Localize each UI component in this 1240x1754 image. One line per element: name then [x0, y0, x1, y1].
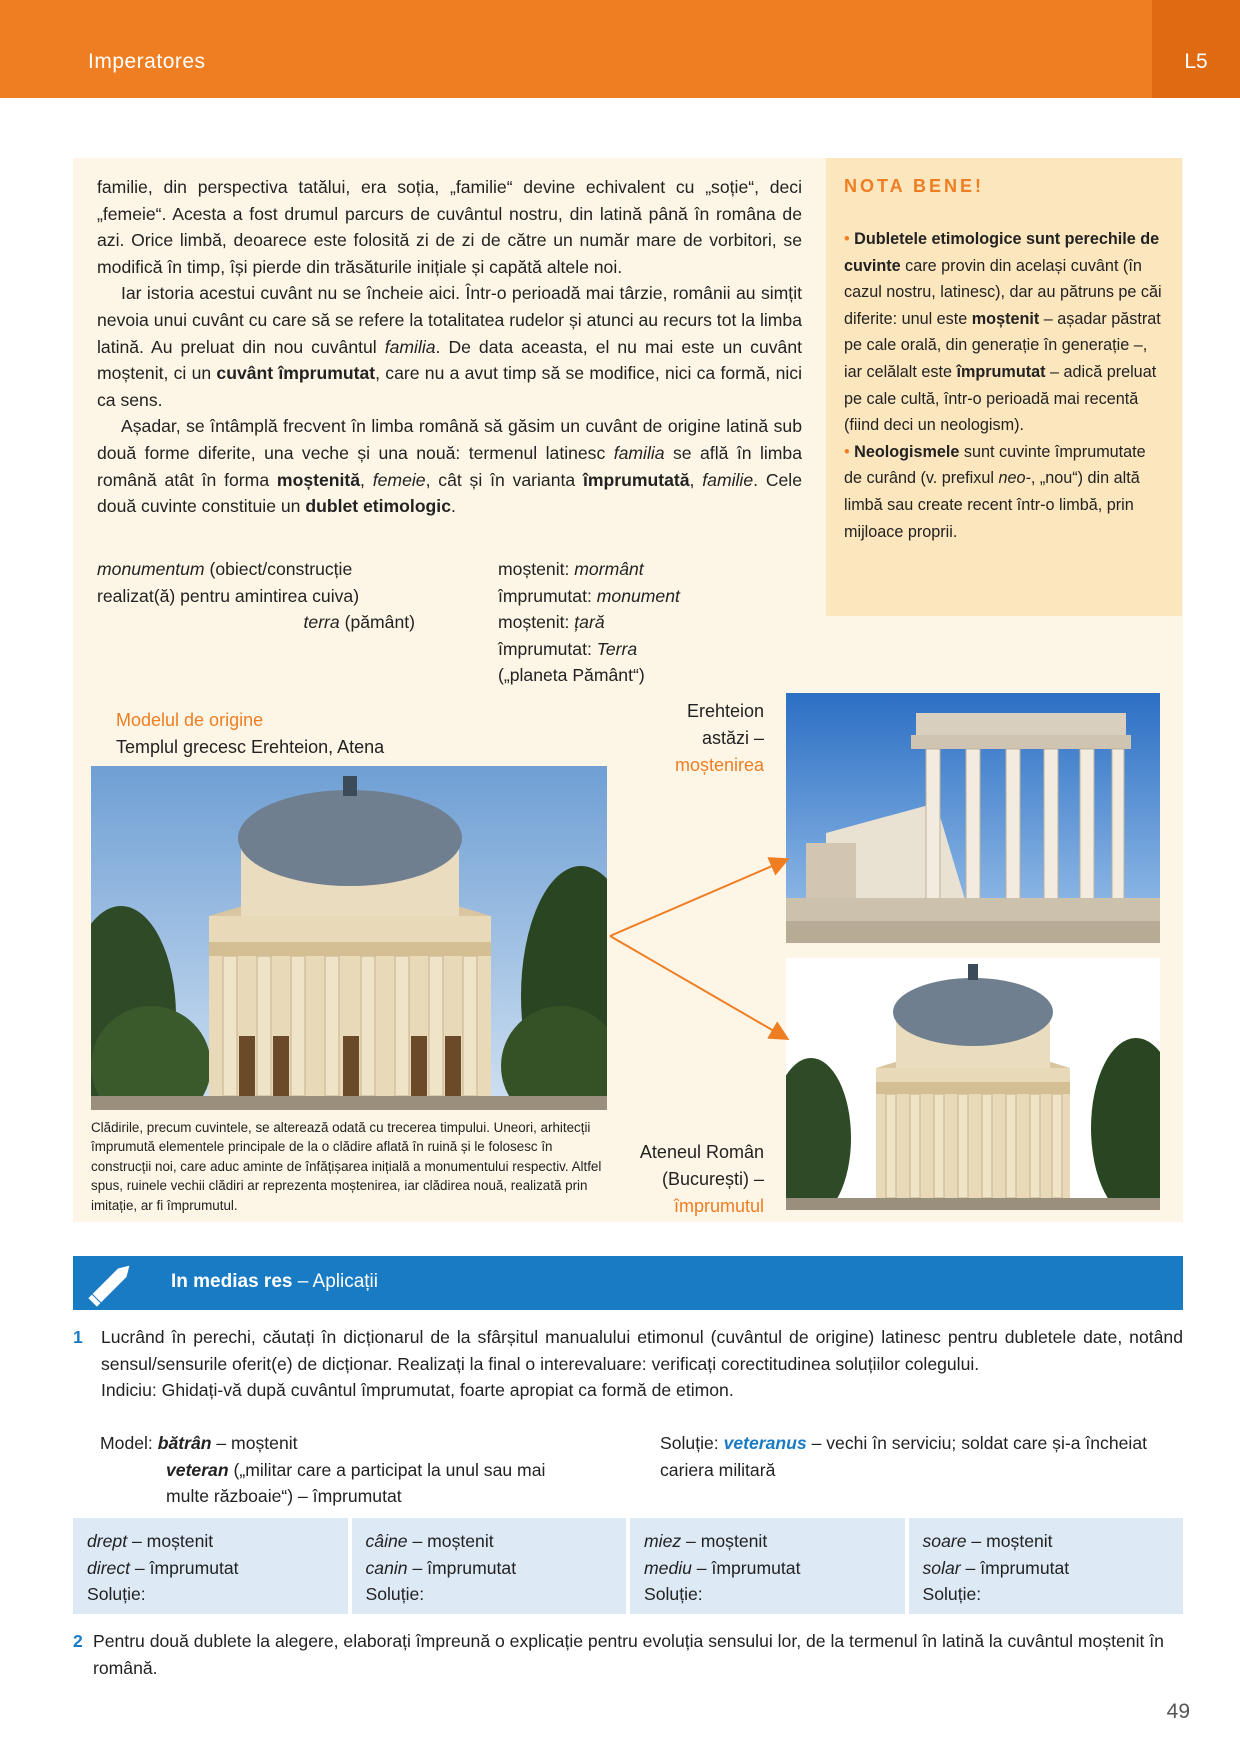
nota-bene-body [844, 226, 1168, 545]
buildings-caption: Clădirile, precum cuvintele, se alterează odată cu trecerea timpului. Uneori, arhitecții împrumută elementele principale de la o clădire aflată în ruină și le folosesc în construcții noi, care aduc aminte de înfățișarea inițială a monumentului respectiv. Altfel spus, ruinele vechii clădiri ar reprezenta moștenirea, iar clădirea nouă, realizată prin imitație, ar fi împrumutul. [91, 1120, 602, 1213]
arrow-connectors [600, 850, 800, 1050]
erechtheion-caption: Erehteion astăzi – moștenirea [674, 701, 764, 775]
paragraph-2: Iar istoria acestui cuvânt nu se încheie aici. Într-o perioadă mai târzie, românii au simțit nevoia unui cuvânt cu care să se refere la totalitatea rudelor și atunci au recurs tot la limba latină. Au preluat din nou cuvântul familia. De data aceasta, el nu mai este un cuvânt moștenit, ci un cuvânt împrumutat, care nu a avut timp să se modifice, nici ca formă, nici ca sens. [97, 283, 803, 410]
exercise-2-text: Pentru două dublete la alegere, elaborați împreună o explicație pentru evoluția sensului lor, de la termenul în latină la cuvântul moștenit în română. [93, 1631, 1164, 1678]
body-text [97, 174, 802, 520]
nota-bene-title: NOTA BENE! [844, 176, 984, 196]
latin-examples: monumentum (obiect/construcție realizat(ă) pentru amintirea cuiva) terra (pământ) [97, 559, 415, 633]
origin-caption: Modelul de origine Templul grecesc Erehteion, Atena [116, 710, 385, 757]
exercise-number: 1 [73, 1327, 83, 1347]
nota-bullet-1: • Dubletele etimologice sunt perechile de cuvinte care provin din același cuvânt (în cazul nostru, latinesc), dar au pătruns pe căi diferite: unul este moștenit – așadar păstrat pe cale orală, din generație în generație –, iar celălalt este împrumutat – adică preluat pe cale cultă, într-o perioadă mai recentă (fiind deci un neologism). [844, 230, 1162, 435]
ateneu-photo-large [91, 766, 607, 1110]
section-title: In medias res – Aplicații [171, 1271, 378, 1292]
ateneu-caption: Ateneul Român (București) – împrumutul [639, 1142, 764, 1216]
erechtheion-photo [786, 693, 1160, 943]
pencil-icon [73, 1256, 151, 1310]
section-icon-box [73, 1256, 151, 1310]
doublet-cell: miez – moștenit mediu – împrumutat Soluție: [630, 1518, 905, 1614]
exercise-number: 2 [73, 1631, 83, 1651]
doublet-examples: moștenit: mormânt împrumutat: monument moștenit: țară împrumutat: Terra („planeta Pământ“) [498, 559, 680, 686]
doublets-grid [73, 1518, 1183, 1614]
ateneu-photo-small [786, 958, 1160, 1210]
chapter-title: Imperatores [88, 50, 206, 73]
paragraph-1: familie, din perspectiva tatălui, era soția, „familie“ devine echivalent cu „soție“, deci „femeie“. Acesta a fost drumul parcurs de cuvântul nostru, din latină până în româna de azi. Orice limbă, deoarece este folosită zi de zi de către un număr mare de vorbitori, se modifică în timp, își pierde din trăsăturile inițiale și capătă altele noi. [97, 177, 802, 277]
nota-bullet-2: • Neologismele sunt cuvinte împrumutate de curând (v. prefixul neo-, „nou“) din altă limbă sau create recent într-o limbă, prin mijloace proprii. [844, 442, 1146, 541]
model-solution: Soluție: veteranus – vechi în serviciu; soldat care și-a încheiat cariera militară [660, 1433, 1148, 1480]
doublet-cell: soare – moștenit solar – împrumutat Soluție: [909, 1518, 1184, 1614]
lesson-tab [1152, 0, 1240, 98]
doublet-cell: câine – moștenit canin – împrumutat Soluție: [352, 1518, 627, 1614]
page-header [0, 0, 1240, 98]
paragraph-3: Așadar, se întâmplă frecvent în limba română să găsim un cuvânt de origine latină sub două forme diferite, una veche și una nouă: termenul latinesc familia se află în limba română atât în forma moștenită, femeie, cât și în varianta împrumutată, familie. Cele două cuvinte constituie un dublet etimologic. [97, 416, 802, 517]
page-number: 49 [1166, 1700, 1190, 1723]
lesson-label: L5 [1184, 50, 1208, 73]
section-header [73, 1256, 1183, 1310]
exercise-1-text: Lucrând în perechi, căutați în dicționarul de la sfârșitul manualului etimonul (cuvântul de origine) latinesc pentru dubletele date, notând sensul/sensurile oferit(e) de dicționar. Realizați la final o interevaluare: verificați corectitudinea soluțiilor colegului. [101, 1327, 1183, 1374]
exercise-1-hint: Indiciu: Ghidați-vă după cuvântul împrumutat, foarte apropiat ca formă de etimon. [101, 1380, 734, 1401]
nota-bene-box [826, 158, 1182, 616]
doublet-cell: drept – moștenit direct – împrumutat Soluție: [73, 1518, 348, 1614]
